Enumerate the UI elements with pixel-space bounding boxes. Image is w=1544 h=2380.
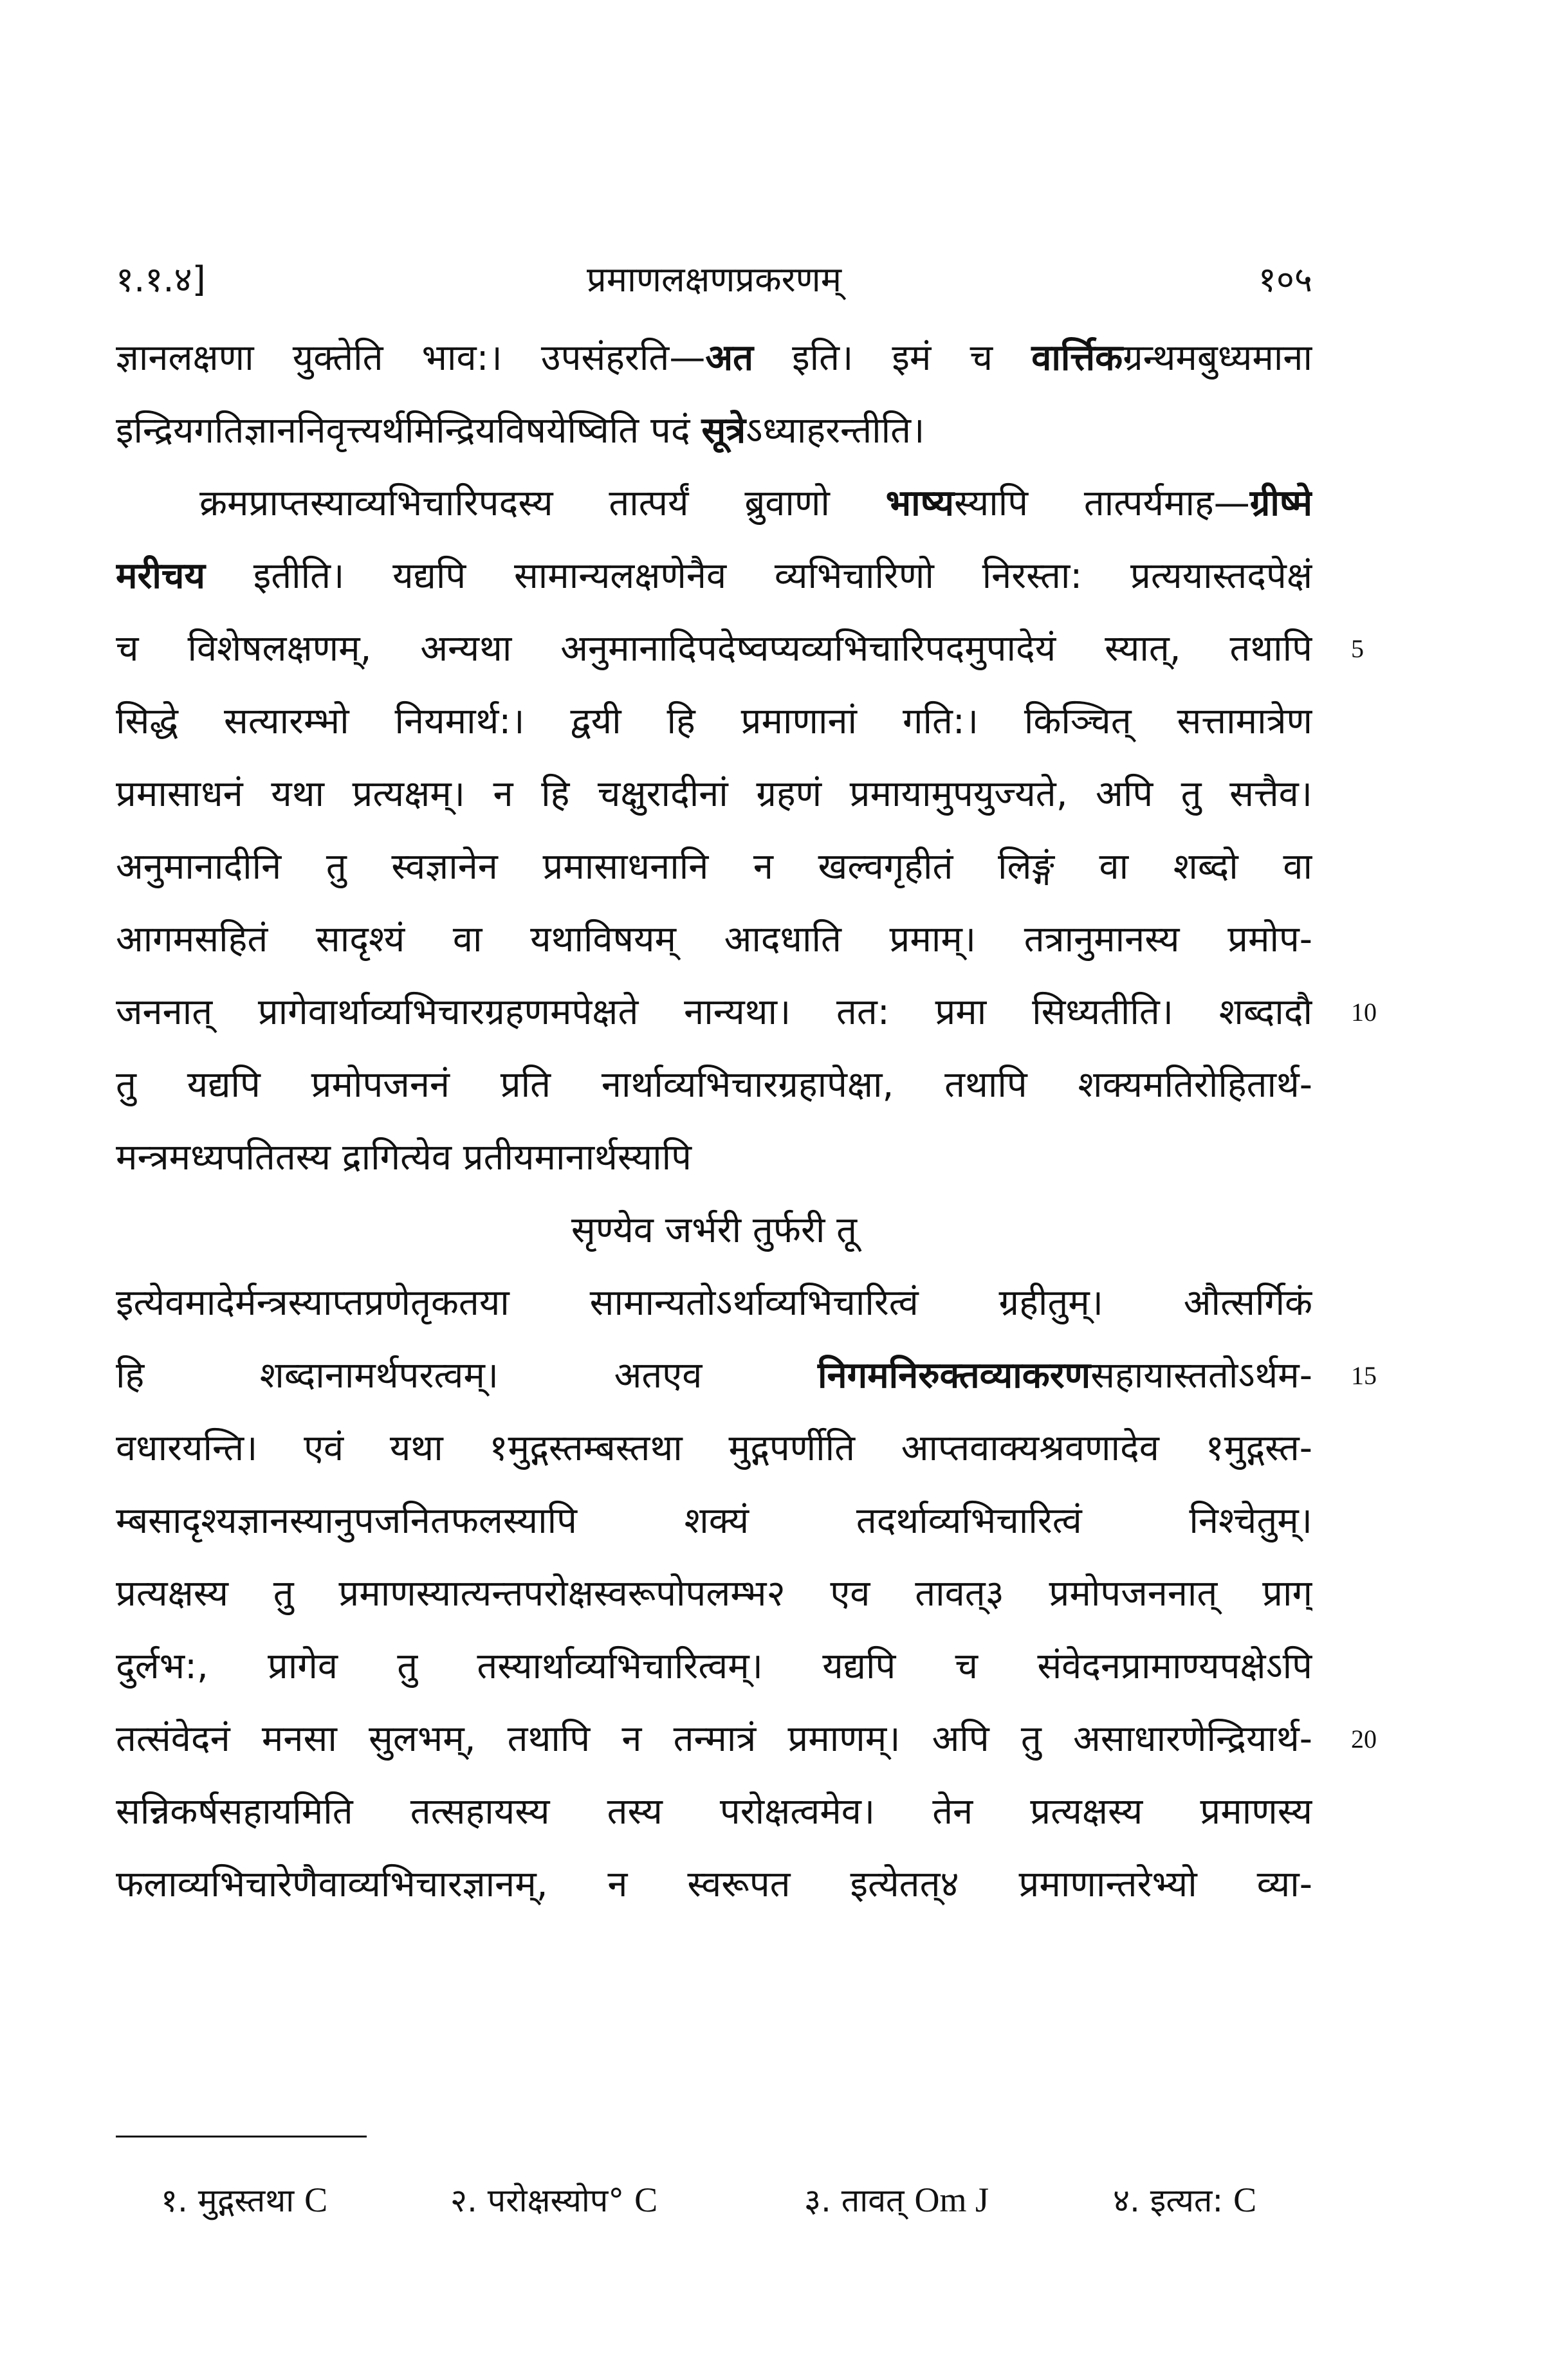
text-segment: सन्निकर्षसहायमिति तत्सहायस्य तस्य परोक्षत्वमेव। तेन प्रत्यक्षस्य प्रमाणस्य xyxy=(116,1791,1312,1833)
margin-line-number: 5 xyxy=(1351,634,1364,663)
text-line xyxy=(116,322,1312,394)
text-line xyxy=(116,467,1312,540)
text-segment: तु यद्यपि प्रमोपजननं प्रति नार्थाव्यभिचारग्रहापेक्षा, तथापि शक्यमतिरोहितार्थ- xyxy=(116,1064,1312,1106)
manuscript-siglum: C xyxy=(304,2181,328,2219)
text-segment: ग्रन्थमबुध्यमाना xyxy=(1123,337,1312,379)
text-line xyxy=(116,1848,1312,1921)
text-line xyxy=(116,1048,1312,1121)
footnote-number: ३. xyxy=(804,2182,841,2219)
text-line xyxy=(116,1339,1312,1412)
text-segment: इति। इमं च xyxy=(753,337,1032,379)
footnote-number: १. xyxy=(161,2182,198,2219)
text-segment: तत्संवेदनं मनसा सुलभम्, तथापि न तन्मात्रं प्रमाणम्। अपि तु असाधारणेन्द्रियार्थ- xyxy=(116,1718,1312,1760)
text-line xyxy=(116,1775,1312,1848)
text-segment: सिद्धे सत्यारम्भो नियमार्थ:। द्वयी हि प्रमाणानां गति:। किञ्चित् सत्तामात्रेण xyxy=(116,700,1312,742)
bold-term: सूत्रे xyxy=(701,410,746,452)
bold-term: ग्रीष्मे xyxy=(1249,482,1312,524)
footnote xyxy=(161,2168,327,2233)
footnote-reading: तावत् xyxy=(841,2182,905,2219)
bold-term: मरीचय xyxy=(116,555,205,597)
text-line xyxy=(116,1121,1312,1194)
text-segment: म्बसादृश्यज्ञानस्यानुपजनितफलस्यापि शक्यं तदर्थाव्यभिचारित्वं निश्चेतुम्। xyxy=(116,1500,1312,1542)
footnote xyxy=(1113,2168,1256,2233)
page-number: १०५ xyxy=(1258,259,1312,300)
footnotes xyxy=(161,2168,1319,2232)
text-line xyxy=(116,394,1312,467)
text-segment: मन्त्रमध्यपतितस्य द्रागित्येव प्रतीयमानार्थस्यापि xyxy=(116,1137,692,1178)
bold-term: वार्त्तिक xyxy=(1031,337,1123,379)
footnote-reading: परोक्षस्योप° xyxy=(487,2182,625,2219)
text-segment: सृण्येव जर्भरी तुर्फरी तू xyxy=(571,1209,858,1251)
footnote-number: ४. xyxy=(1113,2182,1150,2219)
manuscript-siglum: Om J xyxy=(914,2181,989,2219)
verse-line xyxy=(116,1194,1312,1267)
text-segment: ज्ञानलक्षणा युक्तेति भाव:। उपसंहरति— xyxy=(116,337,706,379)
text-line xyxy=(116,830,1312,903)
manuscript-siglum: C xyxy=(634,2181,658,2219)
text-segment: इत्येवमादेर्मन्त्रस्याप्तप्रणेतृकतया सामान्यतोऽर्थाव्यभिचारित्वं ग्रहीतुम्। औत्सर्गिकं xyxy=(116,1282,1312,1324)
text-line xyxy=(116,1267,1312,1339)
text-line xyxy=(116,685,1312,758)
text-line xyxy=(116,1703,1312,1775)
chapter-title: प्रमाणलक्षणप्रकरणम् xyxy=(586,259,842,300)
text-line xyxy=(116,1630,1312,1703)
margin-line-number: 10 xyxy=(1351,998,1377,1027)
footnote-number: २. xyxy=(450,2182,488,2219)
text-segment: जननात् प्रागेवार्थाव्यभिचारग्रहणमपेक्षते नान्यथा। तत: प्रमा सिध्यतीति। शब्दादौ xyxy=(116,991,1312,1033)
text-line xyxy=(116,1557,1312,1630)
text-segment: अनुमानादीनि तु स्वज्ञानेन प्रमासाधनानि न खल्वगृहीतं लिङ्गं वा शब्दो वा xyxy=(116,846,1312,888)
text-segment: इन्द्रियगतिज्ञाननिवृत्त्यर्थमिन्द्रियविषयेष्विति पदं xyxy=(116,410,702,452)
footnote-reading: मुद्गस्तथा xyxy=(198,2182,295,2219)
main-text xyxy=(116,322,1312,1921)
text-segment: वधारयन्ति। एवं यथा १मुद्गस्तम्बस्तथा मुद्गपर्णीति आप्तवाक्यश्रवणादेव १मुद्गस्त- xyxy=(116,1427,1312,1469)
text-segment: प्रमासाधनं यथा प्रत्यक्षम्। न हि चक्षुरादीनां ग्रहणं प्रमायामुपयुज्यते, अपि तु सत्तैव। xyxy=(116,773,1312,815)
footnote-rule xyxy=(116,2136,367,2137)
bold-term: अत xyxy=(705,337,754,379)
text-line xyxy=(116,903,1312,976)
text-line xyxy=(116,1485,1312,1557)
footnote xyxy=(450,2168,657,2233)
text-line xyxy=(116,540,1312,612)
text-segment: प्रत्यक्षस्य तु प्रमाणस्यात्यन्तपरोक्षस्वरूपोपलम्भ२ एव तावत्३ प्रमोपजननात् प्राग् xyxy=(116,1573,1312,1615)
text-line xyxy=(116,1412,1312,1485)
bold-term: भाष्य xyxy=(885,482,954,524)
manuscript-siglum: C xyxy=(1233,2181,1257,2219)
text-segment: च विशेषलक्षणम्, अन्यथा अनुमानादिपदेष्वप्यव्यभिचारिपदमुपादेयं स्यात्, तथापि xyxy=(116,628,1312,670)
text-segment: स्यापि तात्पर्यमाह— xyxy=(953,482,1250,524)
text-segment: इतीति। यद्यपि सामान्यलक्षणेनैव व्यभिचारिणो निरस्ता: प्रत्ययास्तदपेक्षं xyxy=(205,555,1312,597)
text-segment: क्रमप्राप्तस्याव्यभिचारिपदस्य तात्पर्यं ब्रुवाणो xyxy=(199,482,886,524)
text-segment: आगमसहितं सादृश्यं वा यथाविषयम् आदधाति प्रमाम्। तत्रानुमानस्य प्रमोप- xyxy=(116,919,1312,960)
text-segment: सहायास्ततोऽर्थम- xyxy=(1090,1355,1312,1396)
footnote-reading: इत्यत: xyxy=(1150,2182,1224,2219)
running-header xyxy=(116,244,1312,315)
text-segment: ऽध्याहरन्तीति। xyxy=(746,410,925,452)
text-segment: हि शब्दानामर्थपरत्वम्। अतएव xyxy=(116,1355,818,1396)
section-number: १.१.४] xyxy=(116,259,206,300)
bold-term: निगमनिरुक्तव्याकरण xyxy=(818,1355,1091,1396)
text-line xyxy=(116,758,1312,830)
margin-line-number: 15 xyxy=(1351,1361,1377,1390)
text-line xyxy=(116,612,1312,685)
footnote xyxy=(804,2168,989,2233)
text-segment: फलाव्यभिचारेणैवाव्यभिचारज्ञानम्, न स्वरूपत इत्येतत्४ प्रमाणान्तरेभ्यो व्या- xyxy=(116,1863,1312,1905)
margin-line-number: 20 xyxy=(1351,1725,1377,1753)
text-line xyxy=(116,976,1312,1048)
text-segment: दुर्लभ:, प्रागेव तु तस्यार्थाव्यभिचारित्वम्। यद्यपि च संवेदनप्रामाण्यपक्षेऽपि xyxy=(116,1645,1312,1687)
